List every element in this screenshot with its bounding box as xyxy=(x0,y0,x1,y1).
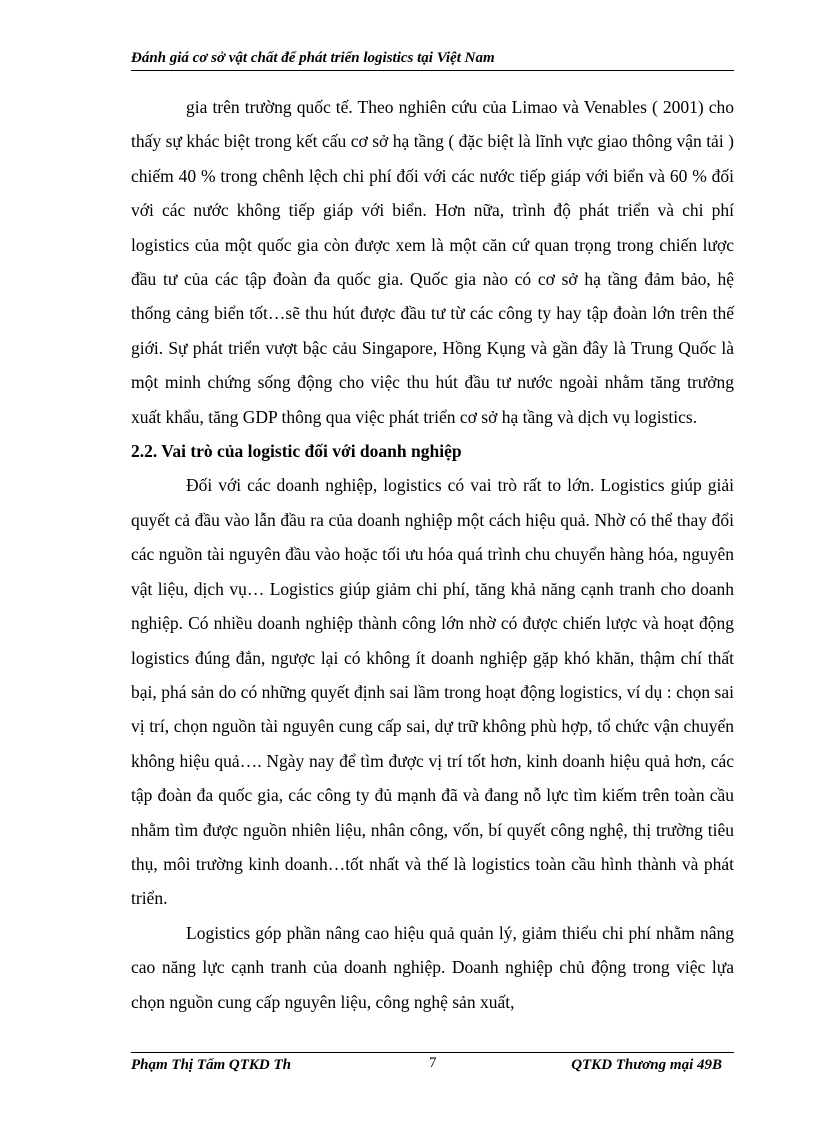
page-number: 7 xyxy=(429,1055,437,1071)
section-heading: 2.2. Vai trò của logistic đối với doanh nghiệp xyxy=(131,441,462,462)
document-title: Đánh giá cơ sở vật chất để phát triển logistics tại Việt Nam xyxy=(131,50,495,66)
body-paragraph-3: Logistics góp phần nâng cao hiệu quả quản lý, giảm thiểu chi phí nhằm nâng cao năng lực cạnh tranh của doanh nghiệp. Doanh nghiệp chủ động trong việc lựa chọn nguồn cung cấp nguyên liệu, công nghệ sản xuất, xyxy=(131,922,734,1012)
page-header xyxy=(131,46,734,71)
document-body xyxy=(131,90,734,1019)
footer-class-name: QTKD Thương mại 49B xyxy=(571,1057,722,1073)
page-footer xyxy=(131,1052,734,1079)
footer-author: Phạm Thị Tấm QTKD Th xyxy=(131,1057,292,1073)
body-paragraph-1: gia trên trường quốc tế. Theo nghiên cứu của Limao và Venables ( 2001) cho thấy sự khác biệt trong kết cấu cơ sở hạ tầng ( đặc biệt là lĩnh vực giao thông vận tải ) chiếm 40 % trong chênh lệch chi phí đối với các nước tiếp giáp với biển và 60 % đối với các nước không tiếp giáp với biển. Hơn nữa, trình độ phát triển và chi phí logistics của một quốc gia còn được xem là một căn cứ quan trọng trong chiến lược đầu tư của các tập đoàn đa quốc gia. Quốc gia nào có cơ sở hạ tầng đảm bảo, hệ thống cảng biển tốt…sẽ thu hút được đầu tư từ các công ty hay tập đoàn lớn trên thế giới. Sự phát triển vượt bậc cảu Singapore, Hồng Kụng và gần đây là Trung Quốc là một minh chứng sống động cho việc thu hút đầu tư nước ngoài nhằm tăng trưởng xuất khẩu, tăng GDP thông qua việc phát triển cơ sở hạ tầng và dịch vụ logistics. xyxy=(131,97,734,427)
body-paragraph-2: Đối với các doanh nghiệp, logistics có vai trò rất to lớn. Logistics giúp giải quyết cả đầu vào lẫn đầu ra của doanh nghiệp một cách hiệu quả. Nhờ có thể thay đổi các nguồn tài nguyên đầu vào hoặc tối ưu hóa quá trình chu chuyển hàng hóa, nguyên vật liệu, dịch vụ… Logistics giúp giảm chi phí, tăng khả năng cạnh tranh cho doanh nghiệp. Có nhiều doanh nghiệp thành công lớn nhờ có được chiến lược và hoạt động logistics đúng đắn, ngược lại có không ít doanh nghiệp gặp khó khăn, thậm chí thất bại, phá sản do có những quyết định sai lầm trong hoạt động logistics, ví dụ : chọn sai vị trí, chọn nguồn tài nguyên cung cấp sai, dự trữ không phù hợp, tổ chức vận chuyển không hiệu quả…. Ngày nay để tìm được vị trí tốt hơn, kinh doanh hiệu quả hơn, các tập đoàn đa quốc gia, các công ty đủ mạnh đã và đang nỗ lực tìm kiếm trên toàn cầu nhằm tìm được nguồn nhiên liệu, nhân công, vốn, bí quyết công nghệ, thị trường tiêu thụ, môi trường kinh doanh…tốt nhất và thế là logistics toàn cầu hình thành và phát triển. xyxy=(131,475,734,909)
